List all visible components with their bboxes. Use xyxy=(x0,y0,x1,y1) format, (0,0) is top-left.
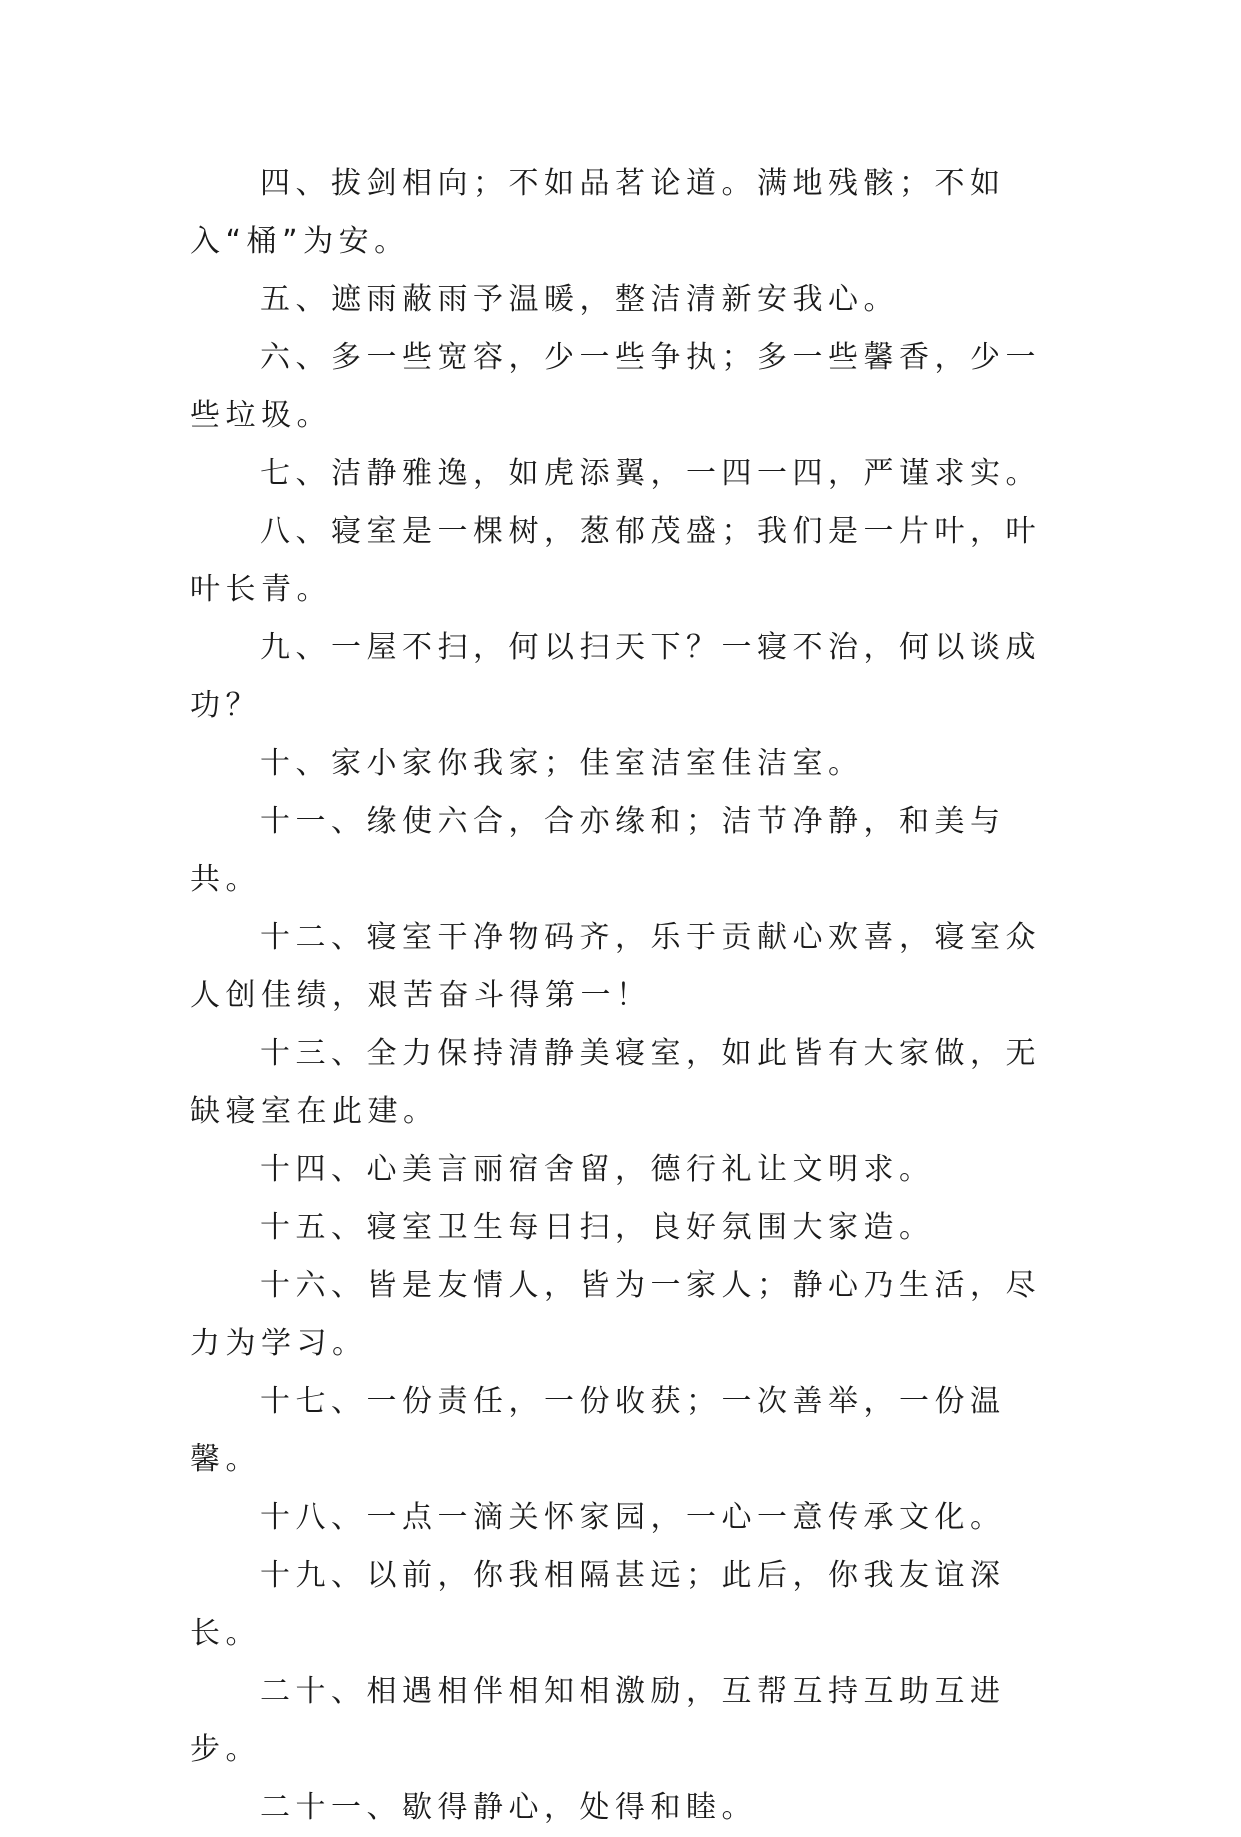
paragraph-6: 六、多一些宽容，少一些争执；多一些馨香，少一些垃圾。 xyxy=(190,340,1041,433)
paragraph-8: 八、寝室是一棵树，葱郁茂盛；我们是一片叶，叶叶长青。 xyxy=(190,514,1041,607)
document-body xyxy=(190,155,1070,1837)
paragraph-10: 十、家小家你我家；佳室洁室佳洁室。 xyxy=(260,746,864,781)
paragraph-20: 二十、相遇相伴相知相激励，互帮互持互助互进步。 xyxy=(190,1674,1006,1767)
paragraph-14: 十四、心美言丽宿舍留，德行礼让文明求。 xyxy=(260,1152,935,1187)
paragraph-16: 十六、皆是友情人，皆为一家人；静心乃生活，尽力为学习。 xyxy=(190,1268,1041,1361)
paragraph-15: 十五、寝室卫生每日扫，良好氛围大家造。 xyxy=(260,1210,935,1245)
paragraph-19: 十九、以前，你我相隔甚远；此后，你我友谊深长。 xyxy=(190,1558,1006,1651)
paragraph-18: 十八、一点一滴关怀家园，一心一意传承文化。 xyxy=(260,1500,1006,1535)
paragraph-9: 九、一屋不扫，何以扫天下？一寝不治，何以谈成功？ xyxy=(190,630,1041,723)
paragraph-13: 十三、全力保持清静美寝室，如此皆有大家做，无缺寝室在此建。 xyxy=(190,1036,1041,1129)
paragraph-17: 十七、一份责任，一份收获；一次善举，一份温馨。 xyxy=(190,1384,1006,1477)
paragraph-7: 七、洁静雅逸，如虎添翼，一四一四，严谨求实。 xyxy=(260,456,1041,491)
paragraph-11: 十一、缘使六合，合亦缘和；洁节净静，和美与共。 xyxy=(190,804,1006,897)
paragraph-5: 五、遮雨蔽雨予温暖，整洁清新安我心。 xyxy=(260,282,899,317)
paragraph-21: 二十一、歇得静心，处得和睦。 xyxy=(260,1790,757,1825)
paragraph-12: 十二、寝室干净物码齐，乐于贡献心欢喜，寝室众人创佳绩，艰苦奋斗得第一！ xyxy=(190,920,1041,1013)
paragraph-4: 四、拔剑相向；不如品茗论道。满地残骸；不如入“桶”为安。 xyxy=(190,166,1006,259)
